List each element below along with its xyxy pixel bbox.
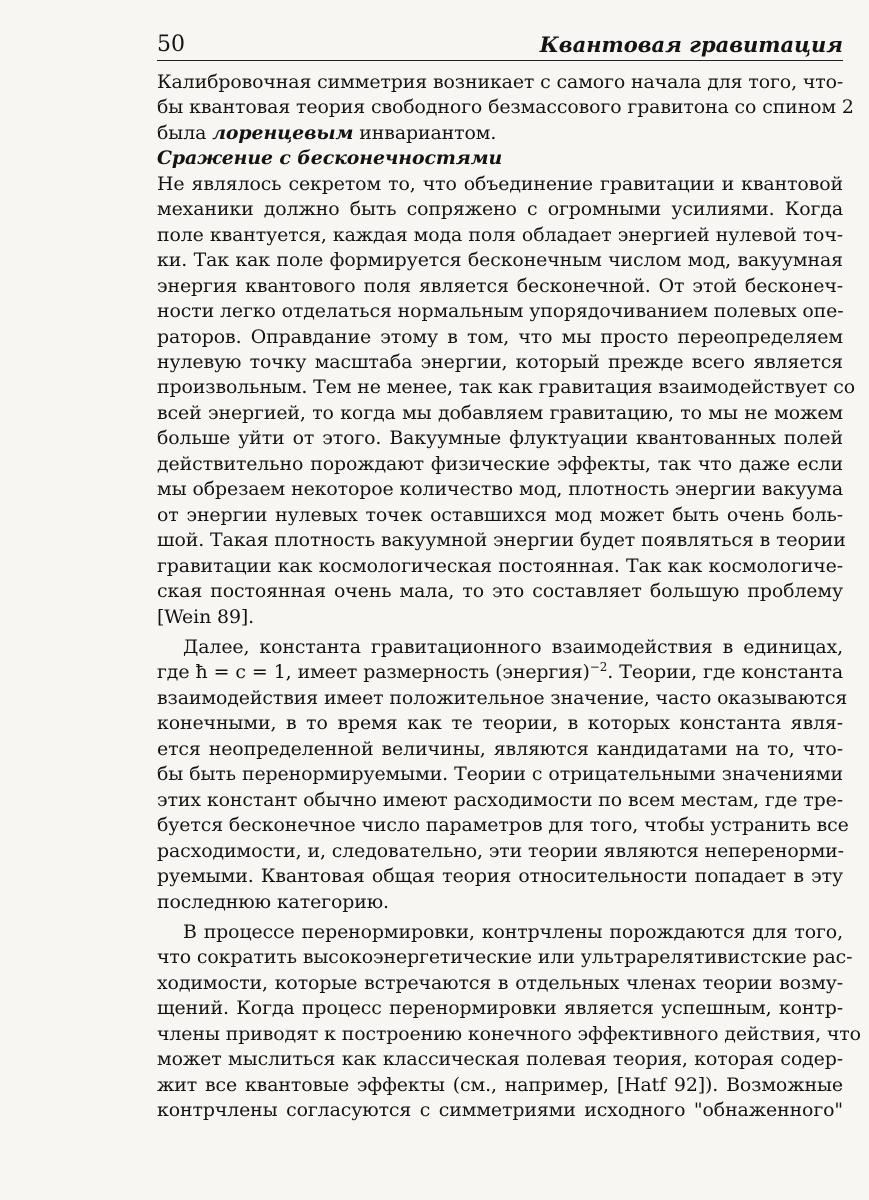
- emphasized-term: лоренцевым: [212, 121, 354, 144]
- text-line: последнюю категорию.: [157, 890, 389, 913]
- text-line: [157, 121, 843, 146]
- text-line: больше уйти от этого. Вакуумные флуктуации квантованных полей: [157, 427, 843, 450]
- text-line: шой. Такая плотность вакуумной энергии будет появляться в теории: [157, 529, 846, 552]
- text-fragment: где ħ = c = 1, имеет размерность (энергия): [157, 661, 590, 684]
- text-fragment: инвариантом.: [353, 121, 497, 144]
- text-line: жит все квантовые эффекты (см., например, [Hatf 92]). Возможные: [157, 1073, 843, 1096]
- page-number: 50: [157, 32, 185, 57]
- section-heading: Сражение с бесконечностями: [157, 147, 503, 170]
- body-text: [157, 70, 861, 1124]
- text-line: действительно порождают физические эффекты, так что даже если: [157, 452, 843, 475]
- text-line: расходимости, и, следовательно, эти теории являются неперенорми-: [157, 839, 844, 862]
- text-line: контрчлены согласуются с симметриями исходного "обнаженного": [157, 1099, 843, 1122]
- exponent: −2: [589, 660, 608, 675]
- text-line: бы быть перенормируемыми. Теории с отрицательными значениями: [157, 763, 843, 786]
- text-line: ется неопределенной величины, являются кандидатами на то, что-: [157, 737, 843, 760]
- text-line: Калибровочная симметрия возникает с самого начала для того, что-: [157, 71, 844, 93]
- text-line: Далее, константа гравитационного взаимодействия в единицах,: [183, 635, 843, 658]
- text-line: раторов. Оправдание этому в том, что мы просто переопределяем: [157, 325, 843, 348]
- text-line: ки. Так как поле формируется бесконечным числом мод, вакуумная: [157, 249, 843, 272]
- text-line: произвольным. Тем не менее, так как гравитация взаимодействует со: [157, 376, 856, 399]
- text-fragment: . Теории, где константа: [607, 661, 843, 684]
- text-line: члены приводят к построению конечного эффективного действия, что: [157, 1022, 861, 1045]
- text-line: [Wein 89].: [157, 605, 255, 628]
- text-line: энергия квантового поля является бесконечной. От этой бесконеч-: [157, 274, 843, 297]
- text-line: взаимодействия имеет положительное значение, часто оказываются: [157, 686, 848, 709]
- text-line: что сократить высокоэнергетические или ультрарелятивистские рас-: [157, 946, 853, 969]
- text-line: ходимости, которые встречаются в отдельных членах теории возму-: [157, 971, 843, 994]
- text-line: этих констант обычно имеют расходимости по всем местам, где тре-: [157, 788, 843, 811]
- text-line: нулевую точку масштаба энергии, который прежде всего является: [157, 350, 843, 373]
- text-line: бы квантовая теория свободного безмассового гравитона со спином 2: [157, 96, 854, 119]
- text-line: ская постоянная очень мала, то это составляет большую проблему: [157, 580, 843, 603]
- text-line: всей энергией, то когда мы добавляем гравитацию, то мы не можем: [157, 401, 843, 424]
- text-fragment: была: [157, 121, 213, 144]
- text-line: ности легко отделаться нормальным упорядочиванием полевых опе-: [157, 300, 844, 323]
- text-line: может мыслиться как классическая полевая теория, которая содер-: [157, 1048, 843, 1071]
- text-line: механики должно быть сопряжено с огромными усилиями. Когда: [157, 198, 843, 221]
- running-title: Квантовая гравитация: [539, 32, 843, 57]
- text-line: поле квантуется, каждая мода поля обладает энергией нулевой точ-: [157, 223, 843, 246]
- text-line: В процессе перенормировки, контрчлены порождаются для того,: [183, 920, 843, 943]
- text-line: щений. Когда процесс перенормировки является успешным, контр-: [157, 997, 843, 1020]
- text-line: буется бесконечное число параметров для того, чтобы устранить все: [157, 814, 849, 837]
- text-line: руемыми. Квантовая общая теория относительности попадает в эту: [157, 865, 843, 888]
- text-line: Не являлось секретом то, что объединение гравитации и квантовой: [157, 172, 843, 195]
- text-line: [157, 660, 843, 685]
- text-line: гравитации как космологическая постоянная. Так как космологиче-: [157, 554, 843, 577]
- text-line: конечными, в то время как те теории, в которых константа явля-: [157, 712, 843, 735]
- text-line: мы обрезаем некоторое количество мод, плотность энергии вакуума: [157, 478, 843, 501]
- text-line: от энергии нулевых точек оставшихся мод может быть очень боль-: [157, 503, 843, 526]
- page-header: [157, 30, 843, 61]
